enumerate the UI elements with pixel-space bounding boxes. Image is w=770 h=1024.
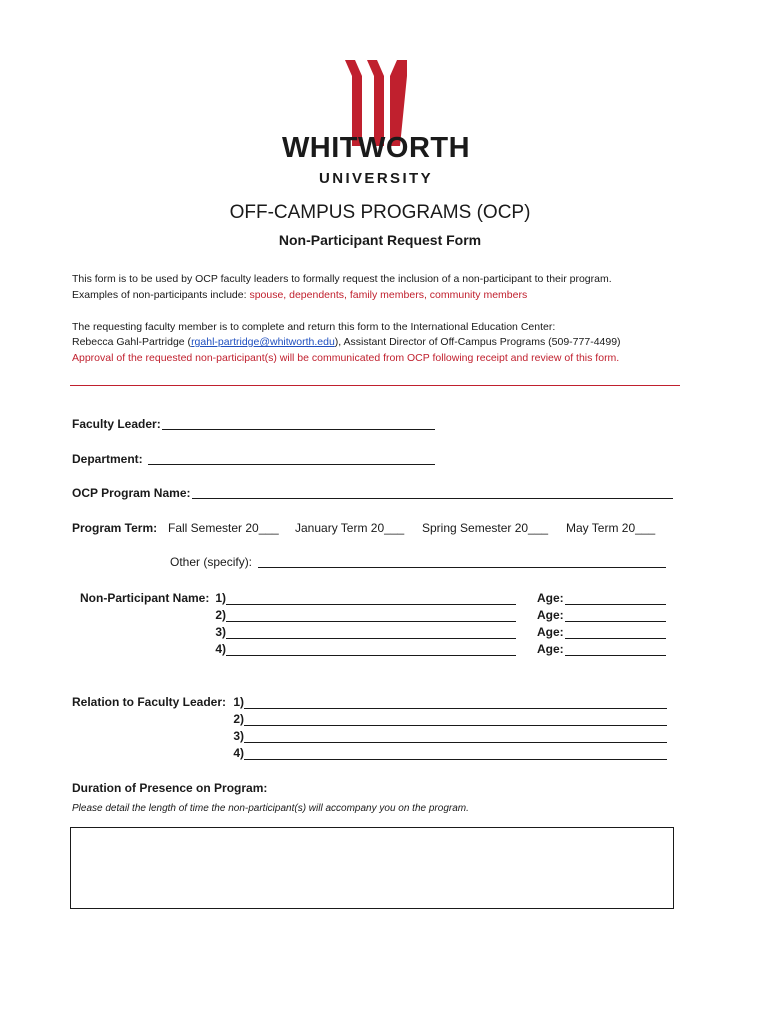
intro-line-1: This form is to be used by OCP faculty leaders to formally request the inclusion of a non-participant to their program. — [72, 273, 612, 285]
faculty-leader-field[interactable] — [162, 429, 435, 430]
logo-subtitle: UNIVERSITY — [318, 170, 433, 187]
form-subtitle: Non-Participant Request Form — [278, 232, 482, 248]
age-field-1[interactable] — [565, 604, 666, 605]
intro-line-4 — [72, 335, 621, 351]
relation-field-3[interactable] — [244, 742, 667, 743]
relation-field-1[interactable] — [244, 708, 667, 709]
np-number-4: 4) — [215, 642, 226, 656]
np-name-field-2[interactable] — [226, 621, 516, 622]
department-field[interactable] — [148, 464, 435, 465]
logo-wordmark: WHITWORTH — [281, 132, 471, 164]
age-field-4[interactable] — [565, 655, 666, 656]
duration-hint: Please detail the length of time the non-participant(s) will accompany you on the program. — [72, 803, 469, 814]
age-label-1: Age: — [537, 591, 564, 605]
other-term-label: Other (specify): — [170, 555, 253, 569]
intro-line-3: The requesting faculty member is to complete and return this form to the International Education Center: — [72, 321, 556, 333]
other-term-field[interactable] — [258, 567, 666, 568]
rel-number-4: 4) — [233, 746, 244, 760]
program-name-label: OCP Program Name: — [72, 486, 191, 500]
intro-line-2 — [72, 288, 527, 304]
intro-examples: spouse, dependents, family members, community members — [249, 289, 528, 301]
relation-label: Relation to Faculty Leader: — [72, 695, 227, 709]
age-label-2: Age: — [537, 608, 564, 622]
age-label-4: Age: — [537, 642, 564, 656]
program-name-field[interactable] — [192, 498, 673, 499]
np-number-1: 1) — [215, 591, 226, 605]
rel-number-1: 1) — [233, 695, 244, 709]
duration-textarea[interactable] — [70, 827, 674, 909]
approval-note: Approval of the requested non-participant(s) will be communicated from OCP following receipt and review of this form. — [72, 352, 620, 364]
contact-suffix: ), Assistant Director of Off-Campus Programs (509-777-4499) — [334, 336, 621, 348]
non-participant-label: Non-Participant Name: — [80, 591, 210, 605]
rel-number-3: 3) — [233, 729, 244, 743]
faculty-leader-label: Faculty Leader: — [72, 417, 161, 431]
intro-examples-prefix: Examples of non-participants include: — [72, 289, 250, 301]
page-title: OFF-CAMPUS PROGRAMS (OCP) — [229, 202, 531, 223]
rel-number-2: 2) — [233, 712, 244, 726]
contact-email-link[interactable]: rgahl-partridge@whitworth.edu — [191, 336, 335, 348]
relation-field-2[interactable] — [244, 725, 667, 726]
np-number-3: 3) — [215, 625, 226, 639]
section-divider — [70, 385, 680, 386]
term-may[interactable]: May Term 20___ — [566, 521, 656, 535]
relation-field-4[interactable] — [244, 759, 667, 760]
duration-label: Duration of Presence on Program: — [72, 781, 268, 795]
term-fall-semester[interactable]: Fall Semester 20___ — [168, 521, 279, 535]
age-label-3: Age: — [537, 625, 564, 639]
term-january[interactable]: January Term 20___ — [295, 521, 405, 535]
np-number-2: 2) — [215, 608, 226, 622]
program-term-label: Program Term: — [72, 521, 158, 535]
contact-prefix: Rebecca Gahl-Partridge ( — [72, 336, 192, 348]
age-field-3[interactable] — [565, 638, 666, 639]
term-spring-semester[interactable]: Spring Semester 20___ — [422, 521, 549, 535]
np-name-field-3[interactable] — [226, 638, 516, 639]
age-field-2[interactable] — [565, 621, 666, 622]
np-name-field-4[interactable] — [226, 655, 516, 656]
np-name-field-1[interactable] — [226, 604, 516, 605]
department-label: Department: — [72, 452, 143, 466]
